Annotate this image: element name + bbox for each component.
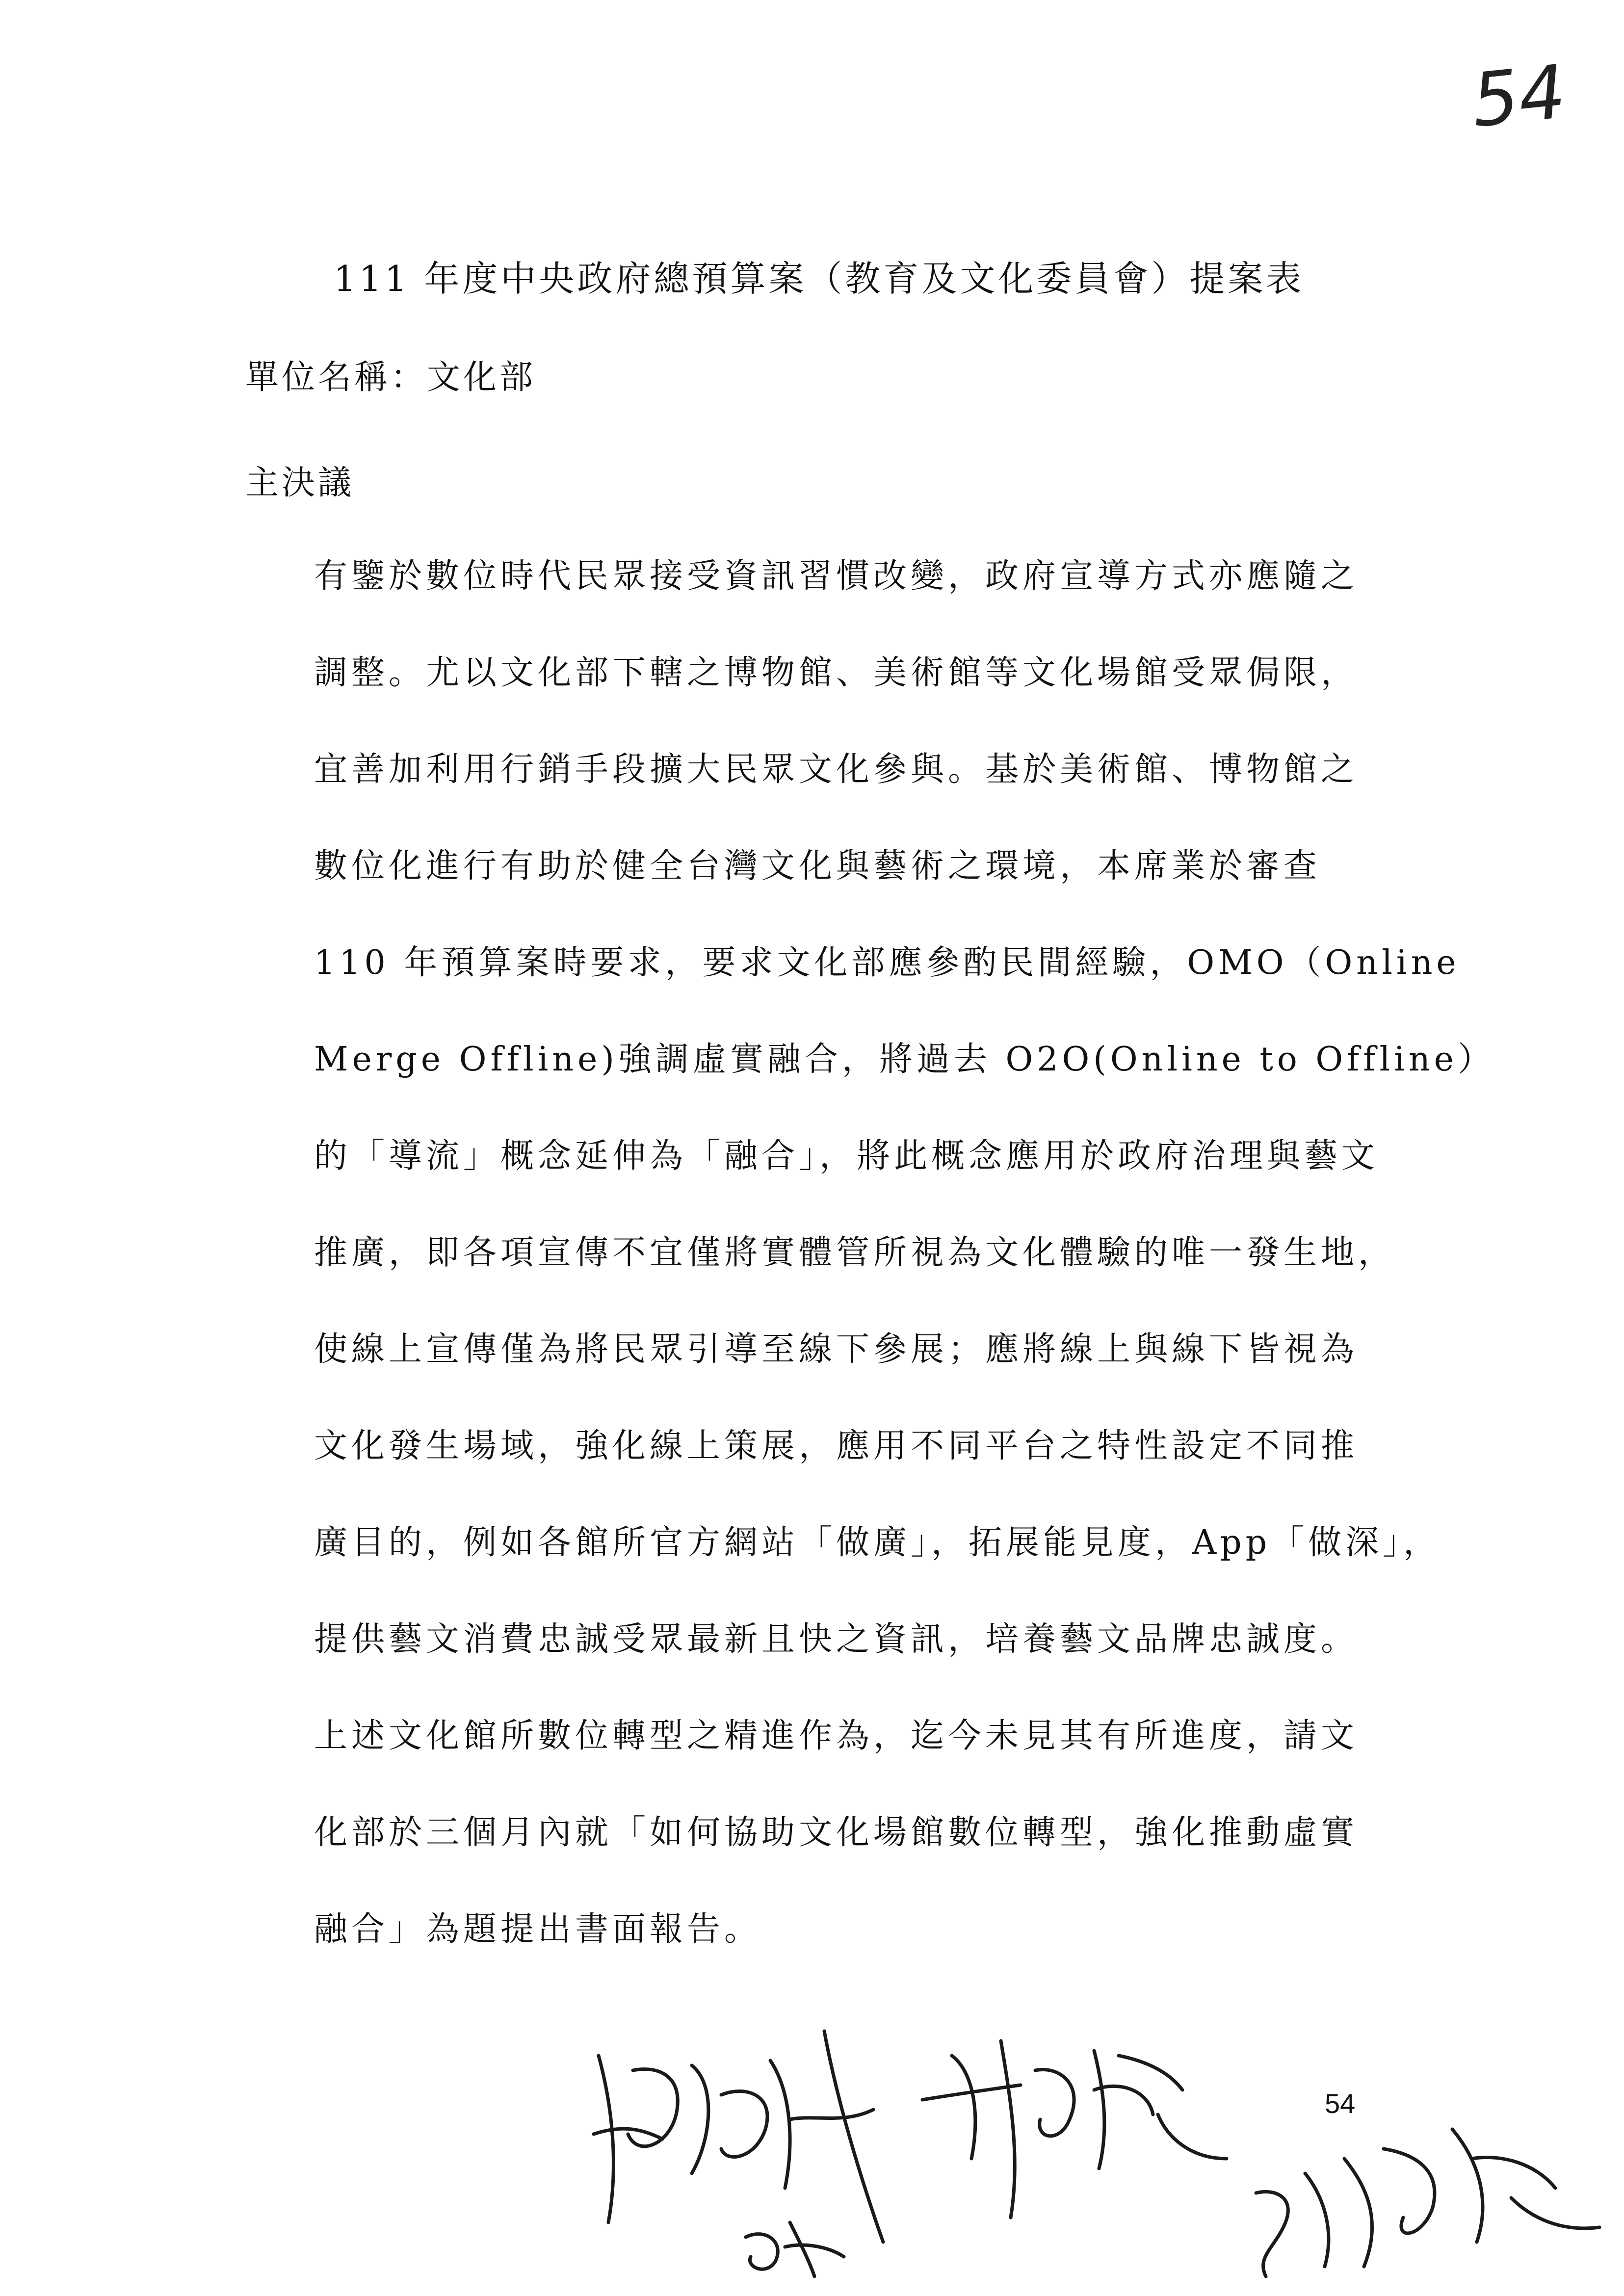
body-line-2: 調整。尤以文化部下轄之博物館、美術館等文化場館受眾侷限， [314, 653, 1359, 692]
main-resolution-label: 主決議 [245, 464, 355, 502]
page-number: 54 [1325, 2088, 1356, 2119]
body-line-3: 宜善加利用行銷手段擴大民眾文化參與。基於美術館、博物館之 [314, 750, 1359, 789]
resolution-body [314, 549, 1495, 1999]
body-line-11: 廣目的，例如各館所官方網站「做廣」，拓展能見度，App「做深」， [314, 1523, 1441, 1562]
body-line-9: 使線上宣傳僅為將民眾引導至線下參展；應將線上與線下皆視為 [314, 1330, 1359, 1369]
document-title: 111 年度中央政府總預算案（教育及文化委員會）提案表 [334, 258, 1305, 299]
signature-scribbles [579, 2011, 1609, 2286]
handwritten-signatures [579, 2011, 1609, 2286]
body-line-7: 的「導流」概念延伸為「融合」，將此概念應用於政府治理與藝文 [314, 1137, 1379, 1175]
body-line-13: 上述文化館所數位轉型之精進作為，迄今未見其有所進度，請文 [314, 1717, 1359, 1755]
handwritten-page-number: 54 [1467, 49, 1570, 144]
body-line-4: 數位化進行有助於健全台灣文化與藝術之環境，本席業於審查 [314, 847, 1321, 886]
body-line-15: 融合」為題提出書面報告。 [314, 1910, 762, 1949]
body-line-8: 推廣，即各項宣傳不宜僅將實體管所視為文化體驗的唯一發生地， [314, 1233, 1396, 1272]
body-line-10: 文化發生場域，強化線上策展，應用不同平台之特性設定不同推 [314, 1427, 1359, 1465]
body-line-12: 提供藝文消費忠誠受眾最新且快之資訊，培養藝文品牌忠誠度。 [314, 1620, 1359, 1659]
body-line-1: 有鑒於數位時代民眾接受資訊習慣改變，政府宣導方式亦應隨之 [314, 557, 1359, 596]
body-line-14: 化部於三個月內就「如何協助文化場館數位轉型，強化推動虛實 [314, 1813, 1359, 1852]
unit-name-line: 單位名稱：文化部 [245, 358, 536, 397]
body-line-6: Merge Offline)強調虛實融合，將過去 O2O(Online to Offline） [314, 1040, 1495, 1079]
body-line-5: 110 年預算案時要求，要求文化部應參酌民間經驗，OMO（Online [314, 943, 1460, 982]
